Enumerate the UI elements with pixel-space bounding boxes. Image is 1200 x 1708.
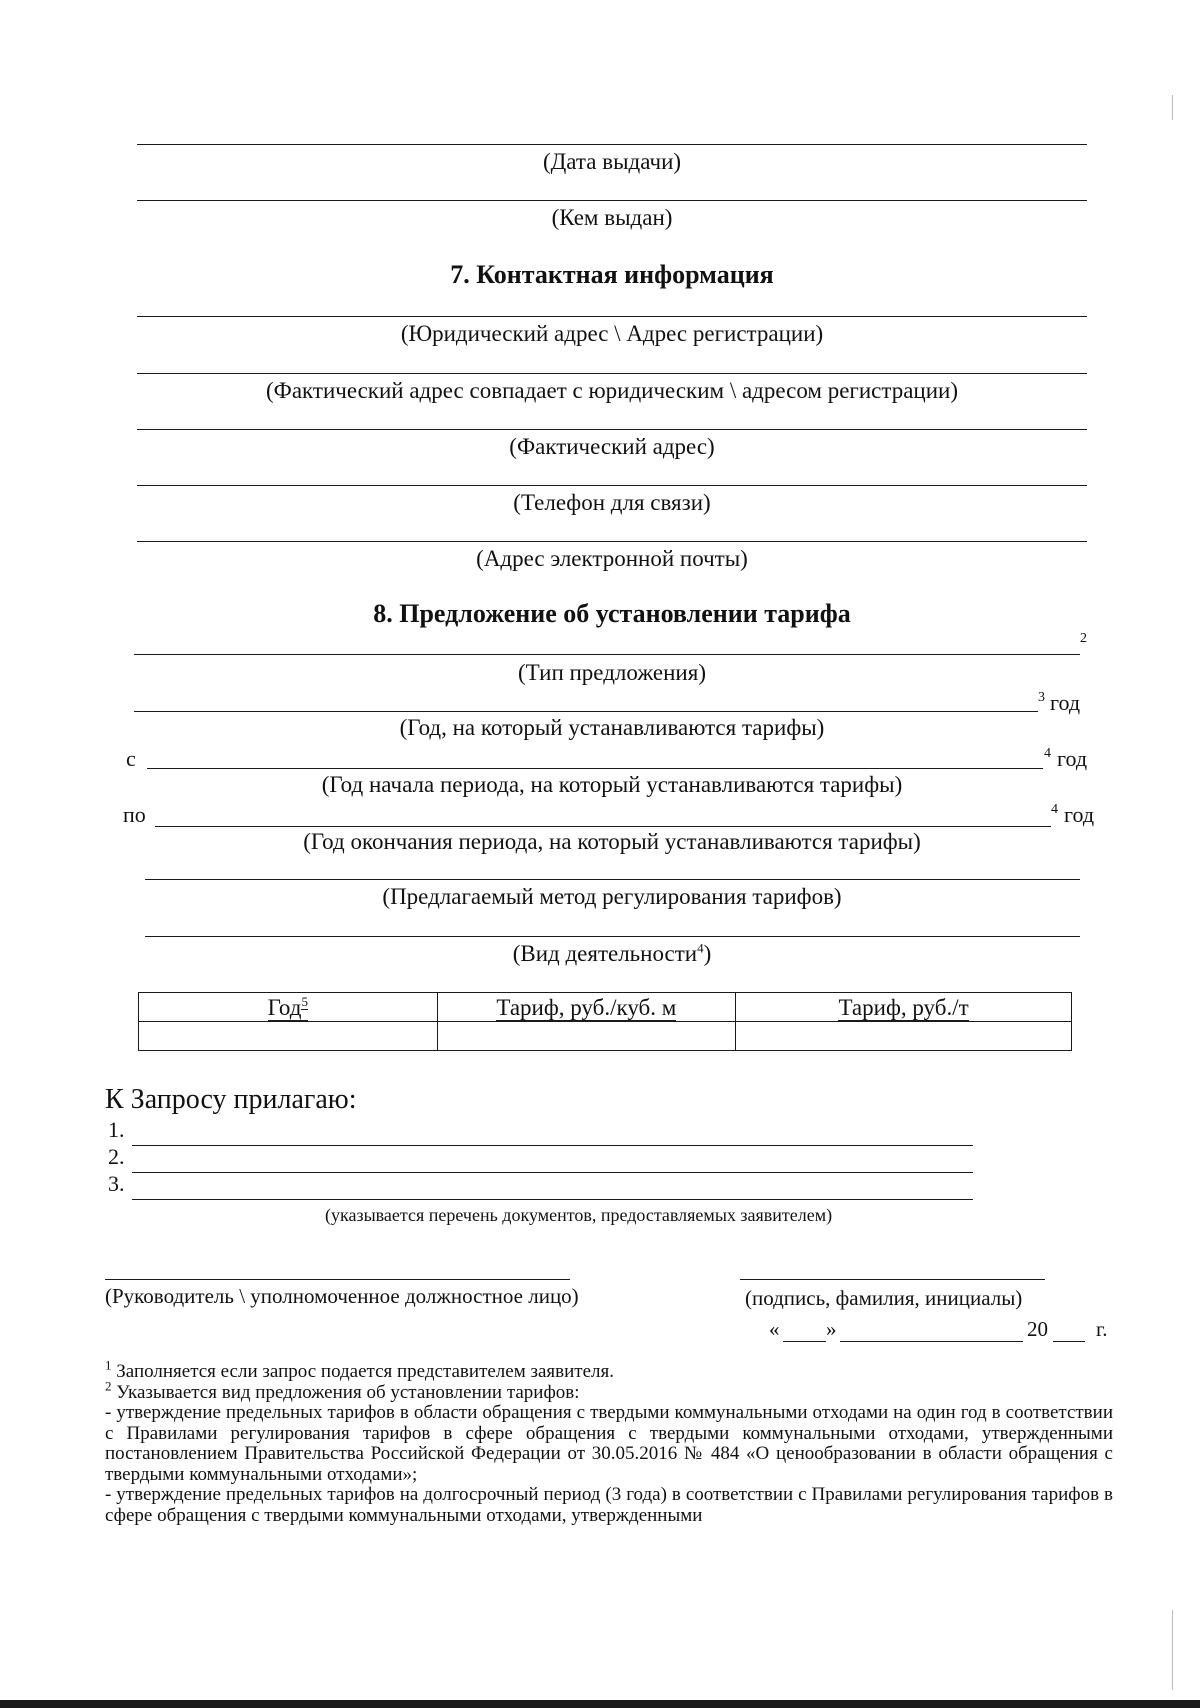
activity-line[interactable] <box>145 936 1080 937</box>
activity-footnote-ref: 4 <box>697 940 704 956</box>
date-month-line[interactable] <box>840 1341 1023 1342</box>
period-start-prefix: с <box>126 746 136 771</box>
attachment-number-3: 3. <box>108 1171 125 1196</box>
col-tariff-m3-header: Тариф, руб./куб. м <box>437 993 736 1022</box>
phone-caption: (Телефон для связи) <box>513 490 711 515</box>
proposal-type-footnote-ref: 2 <box>1080 631 1087 646</box>
method-caption: (Предлагаемый метод регулирования тарифов) <box>382 884 842 909</box>
proposal-type-line[interactable] <box>134 654 1080 655</box>
issue-date-line[interactable] <box>137 144 1087 145</box>
tariff-m3-cell[interactable] <box>437 1022 736 1051</box>
scan-edge-mark <box>1172 95 1173 120</box>
scan-bottom-edge <box>0 1700 1200 1708</box>
email-line[interactable] <box>137 541 1087 542</box>
period-start-unit: год <box>1057 746 1088 771</box>
phone-line[interactable] <box>137 485 1087 486</box>
footnote-2-bullet-1: - утверждение предельных тарифов в области обращения с твердыми коммунальными отходами на один год в соответствии с Правилами регулирования тарифов в сфере обращения с твердыми коммунальными отходами, утвержденными постановлением Правительства Российской Федерации от 30.05.2016 № 484 «О ценообразовании в области обращения с твердыми коммунальными отходами»; <box>105 1402 1113 1485</box>
scan-edge-mark <box>1172 1610 1173 1690</box>
email-caption: (Адрес электронной почты) <box>476 546 748 571</box>
period-start-caption: (Год начала периода, на который устанавливаются тарифы) <box>321 772 903 797</box>
period-start-line[interactable] <box>147 768 1043 769</box>
attachment-number-1: 1. <box>108 1117 125 1142</box>
role-line[interactable] <box>105 1279 570 1280</box>
footnote-2-bullet-2: - утверждение предельных тарифов на долгосрочный период (3 года) в соответствии с Правилами регулирования тарифов в сфере обращения с твердыми коммунальными отходами, утвержденными <box>105 1484 1113 1526</box>
tariff-year-footnote-ref: 3 <box>1038 690 1045 705</box>
actual-address-line[interactable] <box>137 429 1087 430</box>
period-end-caption: (Год окончания периода, на который устанавливаются тарифы) <box>303 829 921 854</box>
period-start-footnote-ref: 4 <box>1044 746 1051 761</box>
attachment-line-2[interactable] <box>132 1172 973 1173</box>
signature-caption: (подпись, фамилия, инициалы) <box>745 1286 1023 1310</box>
address-match-line[interactable] <box>137 373 1087 374</box>
tariff-year-line[interactable] <box>134 711 1038 712</box>
attachments-note: (указывается перечень документов, предоставляемых заявителем) <box>325 1205 833 1225</box>
address-match-caption: (Фактический адрес совпадает с юридическим \ адресом регистрации) <box>265 378 959 403</box>
signature-line[interactable] <box>740 1279 1045 1280</box>
method-line[interactable] <box>145 879 1080 880</box>
year-cell[interactable] <box>139 1022 438 1051</box>
proposal-type-caption: (Тип предложения) <box>518 660 706 685</box>
period-end-line[interactable] <box>155 826 1051 827</box>
section7-title: 7. Контактная информация <box>450 260 774 289</box>
date-year-prefix: 20 <box>1027 1317 1048 1341</box>
period-end-footnote-ref: 4 <box>1051 802 1058 817</box>
date-year-suffix: г. <box>1096 1317 1108 1341</box>
attachment-number-2: 2. <box>108 1144 125 1169</box>
tariff-t-cell[interactable] <box>736 1022 1072 1051</box>
attachment-line-3[interactable] <box>132 1199 973 1200</box>
attachments-title: К Запросу прилагаю: <box>105 1084 357 1115</box>
legal-address-line[interactable] <box>137 316 1087 317</box>
date-quote-close: » <box>826 1317 837 1341</box>
table-row[interactable] <box>139 1022 1072 1051</box>
footnotes <box>105 1357 1113 1526</box>
tariff-year-caption: (Год, на который устанавливаются тарифы) <box>399 715 825 740</box>
table-header-row <box>139 993 1072 1022</box>
date-year-line[interactable] <box>1053 1341 1085 1342</box>
period-end-unit: год <box>1064 802 1095 827</box>
col-year-header: Год$^5$ <box>139 993 438 1022</box>
legal-address-caption: (Юридический адрес \ Адрес регистрации) <box>400 321 824 346</box>
issued-by-caption: (Кем выдан) <box>551 205 673 230</box>
issued-by-line[interactable] <box>137 200 1087 201</box>
attachment-line-1[interactable] <box>132 1145 973 1146</box>
footnote-2: $^2$ Указывается вид предложения об установлении тарифов: <box>105 1378 580 1403</box>
date-quote-open: « <box>769 1317 780 1341</box>
date-day-line[interactable] <box>783 1341 826 1342</box>
tariff-table <box>138 992 1072 1051</box>
section8-title: 8. Предложение об установлении тарифа <box>373 599 851 628</box>
period-end-prefix: по <box>123 802 146 827</box>
activity-caption: (Вид деятельности$^4$) <box>512 940 712 966</box>
actual-address-caption: (Фактический адрес) <box>509 434 715 459</box>
col-tariff-t-header: Тариф, руб./т <box>736 993 1072 1022</box>
issue-date-caption: (Дата выдачи) <box>542 149 682 174</box>
tariff-year-unit: год <box>1050 690 1081 715</box>
footnote-1: $^1$ Заполняется если запрос подается представителем заявителя. <box>105 1357 615 1382</box>
role-caption: (Руководитель \ уполномоченное должностное лицо) <box>105 1284 579 1308</box>
